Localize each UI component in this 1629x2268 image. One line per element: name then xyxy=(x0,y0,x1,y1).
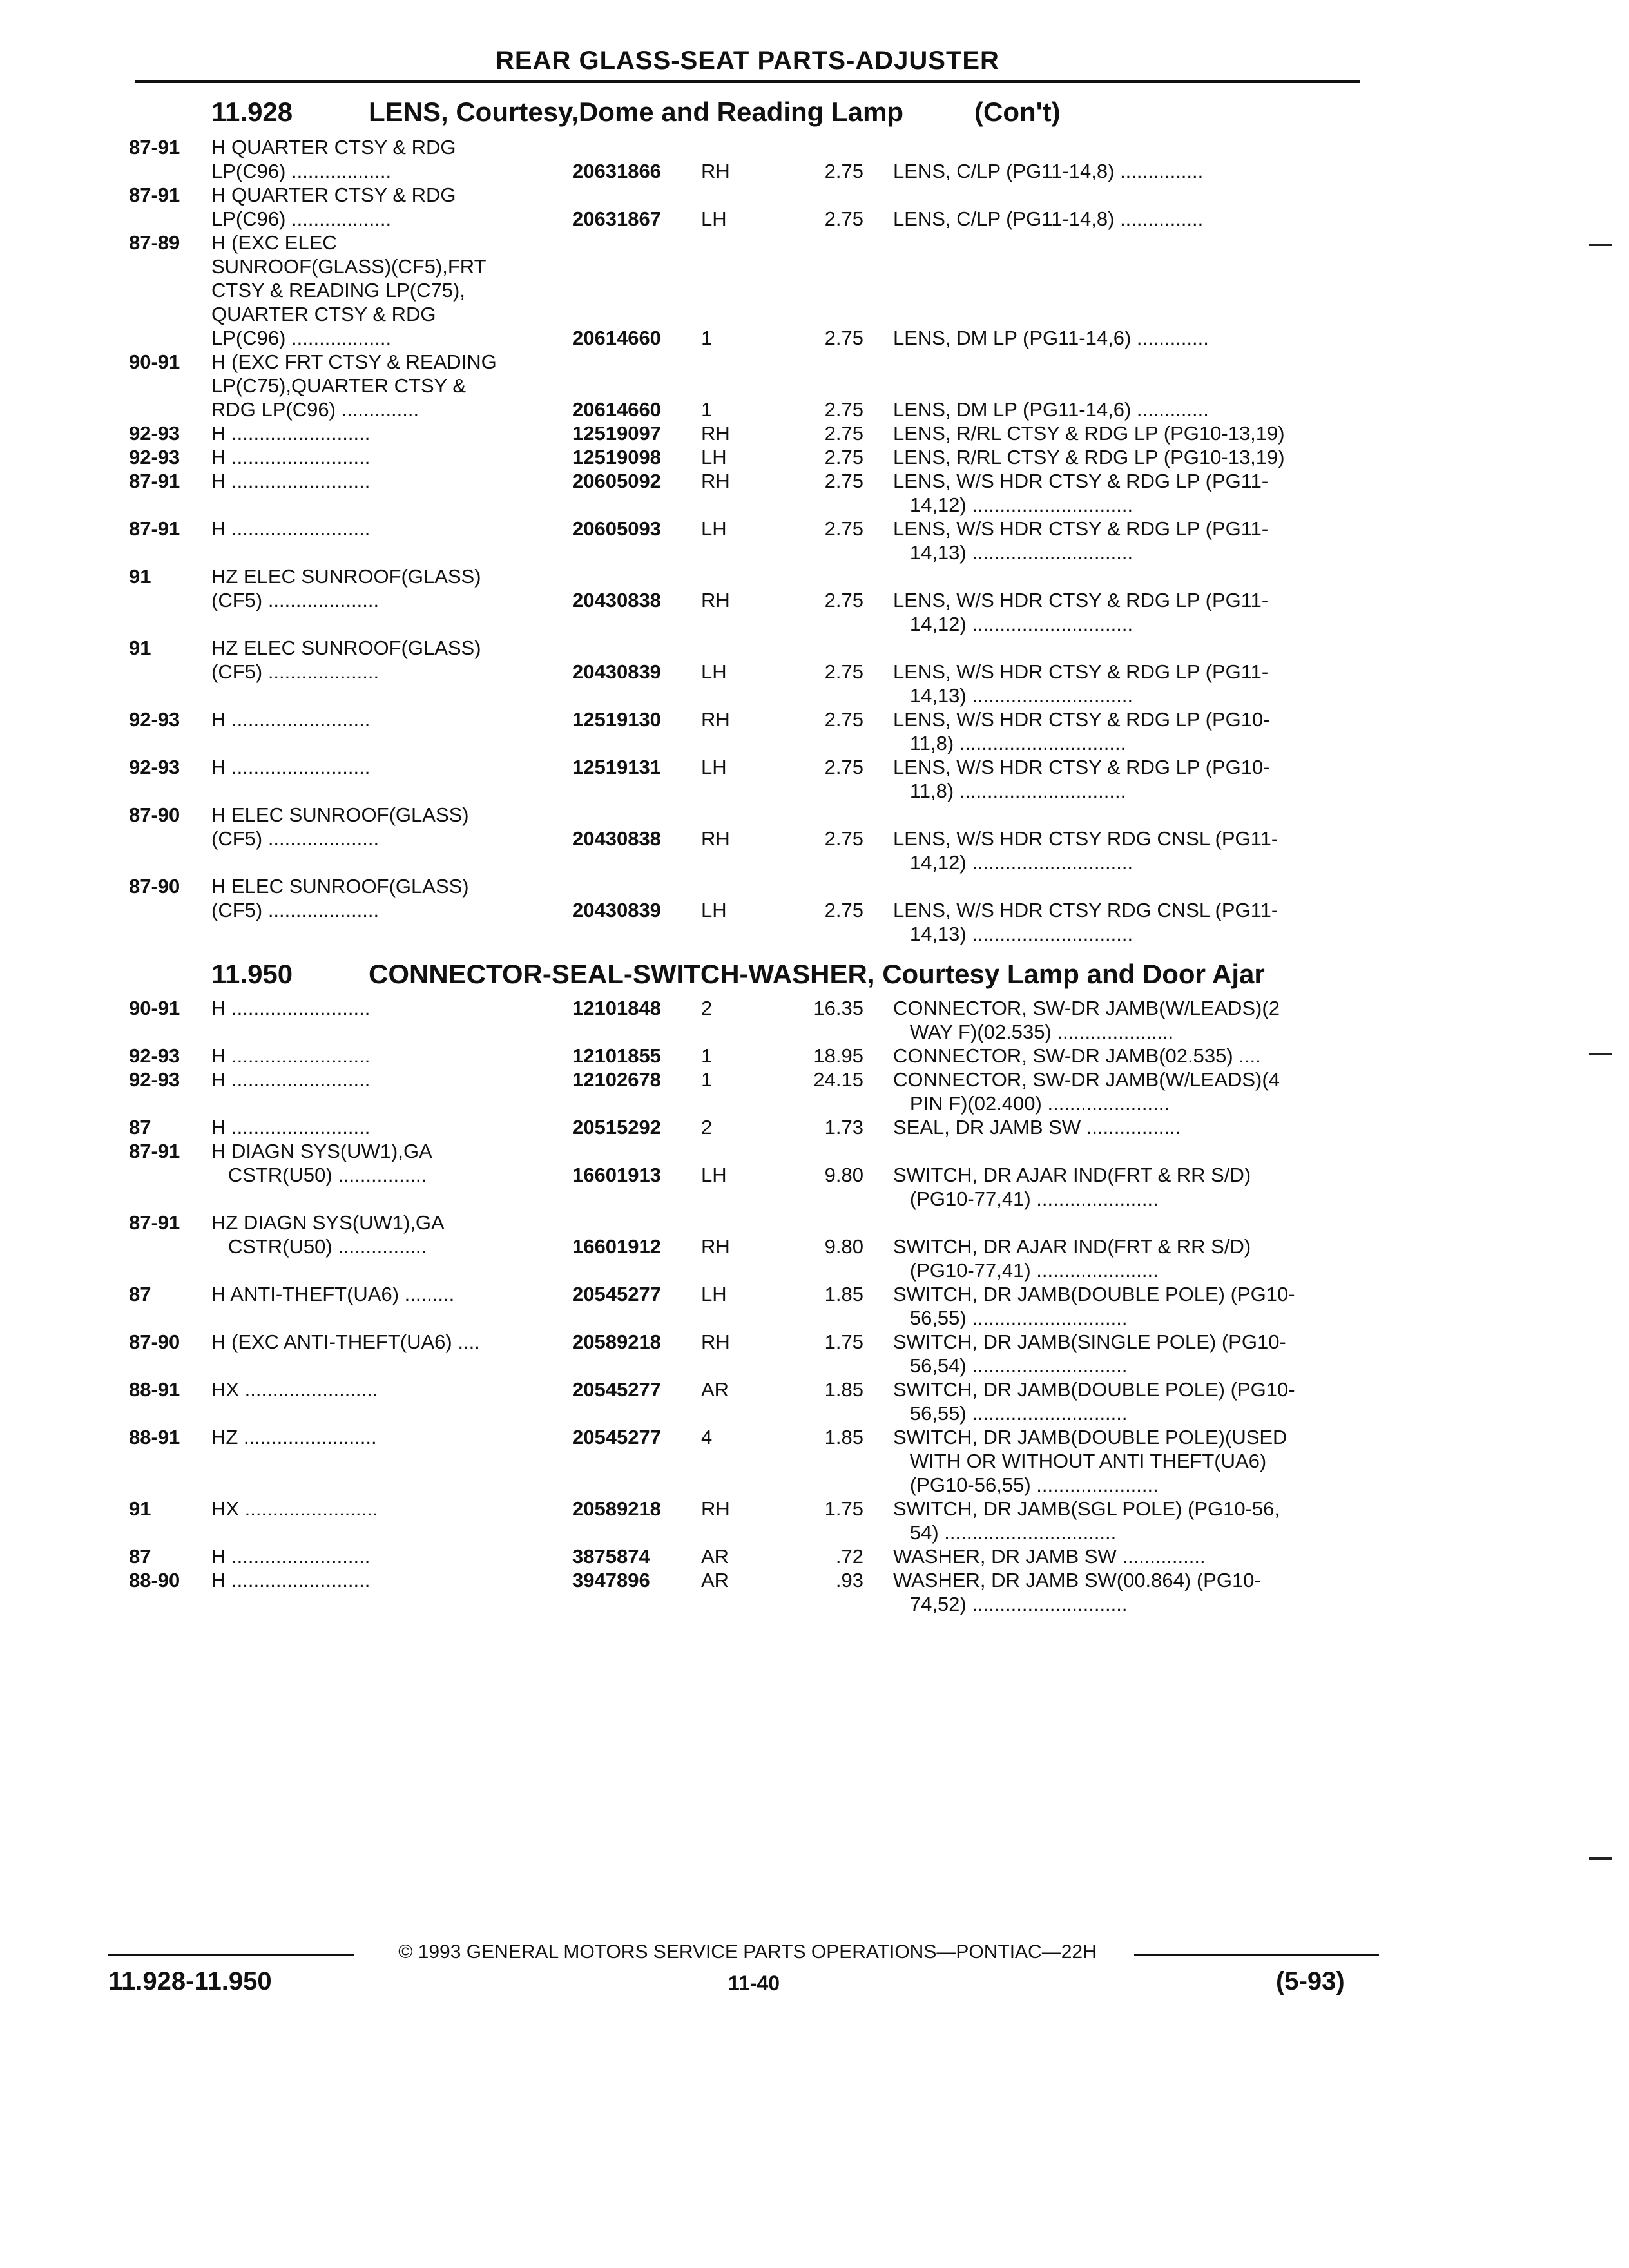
entry-part-name: 14,12) ............................. xyxy=(893,494,1133,516)
footer-page-number: 11-40 xyxy=(728,1972,780,1995)
entry-part-name: 14,13) ............................. xyxy=(893,684,1133,707)
entry-part-number: 3947896 xyxy=(572,1569,650,1591)
entry-quantity: LH xyxy=(701,899,727,921)
entry-price: .72 xyxy=(835,1545,863,1568)
entry-price: 2.75 xyxy=(824,517,863,540)
entry-price: 2.75 xyxy=(824,589,863,611)
entry-description: H QUARTER CTSY & RDG xyxy=(211,136,456,159)
entry-quantity: LH xyxy=(701,207,727,230)
entry-quantity: LH xyxy=(701,1283,727,1305)
footer-section-range: 11.928-11.950 xyxy=(108,1967,272,1995)
entry-part-name: 14,13) ............................. xyxy=(893,541,1133,564)
footer-date: (5-93) xyxy=(1276,1967,1345,1995)
entry-part-name: 54) ............................... xyxy=(893,1521,1117,1544)
entry-years: 92-93 xyxy=(129,446,180,468)
entry-price: 2.75 xyxy=(824,398,863,421)
entry-description: (CF5) .................... xyxy=(211,899,380,921)
entry-part-name: SWITCH, DR JAMB(SGL POLE) (PG10-56, xyxy=(893,1497,1280,1520)
entry-quantity: AR xyxy=(701,1545,729,1568)
entry-part-name: 14,12) ............................. xyxy=(893,851,1133,874)
entry-description: H ......................... xyxy=(211,470,371,492)
entry-price: 1.75 xyxy=(824,1497,863,1520)
entry-part-name: SEAL, DR JAMB SW ................. xyxy=(893,1116,1181,1139)
entry-part-name: LENS, W/S HDR CTSY RDG CNSL (PG11- xyxy=(893,899,1278,921)
entry-quantity: RH xyxy=(701,589,730,611)
entry-part-name: WITH OR WITHOUT ANTI THEFT(UA6) xyxy=(893,1450,1267,1472)
entry-part-name: SWITCH, DR JAMB(SINGLE POLE) (PG10- xyxy=(893,1331,1286,1353)
entry-quantity: LH xyxy=(701,517,727,540)
entry-description: H ANTI-THEFT(UA6) ......... xyxy=(211,1283,455,1305)
margin-tick xyxy=(1589,244,1612,246)
entry-description: H ......................... xyxy=(211,756,371,778)
entry-part-number: 12519131 xyxy=(572,756,661,778)
entry-years: 87-90 xyxy=(129,875,180,898)
entry-description: QUARTER CTSY & RDG xyxy=(211,303,436,325)
margin-tick xyxy=(1589,1053,1612,1055)
entry-part-name: SWITCH, DR JAMB(DOUBLE POLE) (PG10- xyxy=(893,1283,1295,1305)
entry-description: CSTR(U50) ................ xyxy=(211,1235,427,1258)
entry-quantity: LH xyxy=(701,756,727,778)
entry-part-name: LENS, W/S HDR CTSY & RDG LP (PG11- xyxy=(893,660,1269,683)
entry-part-name: 56,55) ............................ xyxy=(893,1307,1128,1329)
entry-years: 87-91 xyxy=(129,1211,180,1234)
entry-part-name: (PG10-77,41) ...................... xyxy=(893,1187,1159,1210)
entry-quantity: 2 xyxy=(701,1116,713,1139)
entry-description: (CF5) .................... xyxy=(211,827,380,850)
entry-part-number: 20631866 xyxy=(572,160,661,182)
entry-description: H ELEC SUNROOF(GLASS) xyxy=(211,875,469,898)
entry-part-number: 20545277 xyxy=(572,1426,661,1448)
entry-description: H ......................... xyxy=(211,708,371,731)
entry-part-name: CONNECTOR, SW-DR JAMB(W/LEADS)(4 xyxy=(893,1068,1280,1091)
entry-description: LP(C96) .................. xyxy=(211,160,392,182)
entry-part-name: SWITCH, DR AJAR IND(FRT & RR S/D) xyxy=(893,1235,1251,1258)
entry-years: 87-91 xyxy=(129,517,180,540)
entry-description: CSTR(U50) ................ xyxy=(211,1164,427,1186)
entry-part-number: 20631867 xyxy=(572,207,661,230)
entry-part-number: 12519130 xyxy=(572,708,661,731)
entry-years: 92-93 xyxy=(129,756,180,778)
entry-quantity: RH xyxy=(701,422,730,445)
entry-description: (CF5) .................... xyxy=(211,589,380,611)
entry-quantity: 1 xyxy=(701,1068,713,1091)
entry-part-number: 12519098 xyxy=(572,446,661,468)
entry-part-number: 20614660 xyxy=(572,398,661,421)
entry-part-number: 20545277 xyxy=(572,1283,661,1305)
entry-description: HZ ELEC SUNROOF(GLASS) xyxy=(211,565,481,588)
entry-part-name: SWITCH, DR AJAR IND(FRT & RR S/D) xyxy=(893,1164,1251,1186)
entry-part-name: LENS, DM LP (PG11-14,6) ............. xyxy=(893,327,1209,349)
entry-part-name: 74,52) ............................ xyxy=(893,1593,1128,1615)
entry-description: (CF5) .................... xyxy=(211,660,380,683)
section-title: CONNECTOR-SEAL-SWITCH-WASHER, Courtesy Lamp and Door Ajar xyxy=(369,959,1265,989)
entry-years: 88-90 xyxy=(129,1569,180,1591)
entry-description: H QUARTER CTSY & RDG xyxy=(211,184,456,206)
entry-description: LP(C96) .................. xyxy=(211,327,392,349)
entry-price: 9.80 xyxy=(824,1235,863,1258)
entry-description: H ELEC SUNROOF(GLASS) xyxy=(211,803,469,826)
entry-years: 91 xyxy=(129,637,151,659)
entry-part-name: LENS, DM LP (PG11-14,6) ............. xyxy=(893,398,1209,421)
entry-years: 87-89 xyxy=(129,231,180,254)
entry-price: 2.75 xyxy=(824,708,863,731)
entry-years: 92-93 xyxy=(129,1068,180,1091)
entry-years: 92-93 xyxy=(129,1044,180,1067)
entry-part-name: LENS, R/RL CTSY & RDG LP (PG10-13,19) xyxy=(893,446,1285,468)
entry-part-name: 11,8) .............................. xyxy=(893,732,1126,754)
entry-part-number: 20430839 xyxy=(572,660,661,683)
entry-price: 2.75 xyxy=(824,327,863,349)
entry-part-name: LENS, R/RL CTSY & RDG LP (PG10-13,19) xyxy=(893,422,1285,445)
entry-part-number: 12101848 xyxy=(572,997,661,1019)
entry-quantity: LH xyxy=(701,660,727,683)
entry-part-name: WAY F)(02.535) ..................... xyxy=(893,1021,1174,1043)
entry-part-number: 3875874 xyxy=(572,1545,650,1568)
entry-part-name: LENS, W/S HDR CTSY & RDG LP (PG10- xyxy=(893,708,1270,731)
entry-years: 91 xyxy=(129,1497,151,1520)
entry-description: LP(C75),QUARTER CTSY & xyxy=(211,374,467,397)
entry-years: 87-91 xyxy=(129,1140,180,1162)
margin-tick xyxy=(1589,1857,1612,1860)
entry-years: 92-93 xyxy=(129,708,180,731)
entry-description: HZ ........................ xyxy=(211,1426,377,1448)
entry-part-name: SWITCH, DR JAMB(DOUBLE POLE) (PG10- xyxy=(893,1378,1295,1401)
entry-description: CTSY & READING LP(C75), xyxy=(211,279,465,302)
entry-price: 2.75 xyxy=(824,207,863,230)
entry-part-name: SWITCH, DR JAMB(DOUBLE POLE)(USED xyxy=(893,1426,1287,1448)
entry-description: RDG LP(C96) .............. xyxy=(211,398,419,421)
entry-part-number: 20605093 xyxy=(572,517,661,540)
entry-part-name: LENS, W/S HDR CTSY & RDG LP (PG11- xyxy=(893,589,1269,611)
footer-rule-right xyxy=(1134,1954,1379,1956)
entry-description: H ......................... xyxy=(211,1068,371,1091)
entry-quantity: AR xyxy=(701,1378,729,1401)
entry-part-name: (PG10-77,41) ...................... xyxy=(893,1259,1159,1282)
entry-quantity: RH xyxy=(701,160,730,182)
entry-quantity: 1 xyxy=(701,1044,713,1067)
entry-price: 2.75 xyxy=(824,160,863,182)
entry-part-name: WASHER, DR JAMB SW ............... xyxy=(893,1545,1206,1568)
entry-part-number: 20545277 xyxy=(572,1378,661,1401)
entry-part-name: LENS, W/S HDR CTSY & RDG LP (PG10- xyxy=(893,756,1270,778)
entry-part-number: 20515292 xyxy=(572,1116,661,1139)
entry-years: 91 xyxy=(129,565,151,588)
entry-quantity: AR xyxy=(701,1569,729,1591)
entry-quantity: RH xyxy=(701,470,730,492)
entry-quantity: 1 xyxy=(701,327,713,349)
entry-part-number: 20430839 xyxy=(572,899,661,921)
entry-quantity: RH xyxy=(701,827,730,850)
entry-quantity: RH xyxy=(701,1331,730,1353)
section-number: 11.950 xyxy=(211,959,293,989)
footer-rule-left xyxy=(108,1954,354,1956)
entry-years: 87 xyxy=(129,1116,151,1139)
entry-price: 2.75 xyxy=(824,422,863,445)
entry-price: 2.75 xyxy=(824,756,863,778)
entry-description: H ......................... xyxy=(211,1545,371,1568)
entry-price: .93 xyxy=(835,1569,863,1591)
entry-part-number: 20589218 xyxy=(572,1497,661,1520)
entry-price: 2.75 xyxy=(824,470,863,492)
entry-description: HX ........................ xyxy=(211,1497,378,1520)
entry-years: 87-91 xyxy=(129,136,180,159)
entry-part-name: LENS, W/S HDR CTSY & RDG LP (PG11- xyxy=(893,470,1269,492)
entry-part-name: PIN F)(02.400) ...................... xyxy=(893,1092,1170,1115)
entry-part-number: 20430838 xyxy=(572,827,661,850)
entry-part-name: CONNECTOR, SW-DR JAMB(02.535) .... xyxy=(893,1044,1261,1067)
entry-description: H ......................... xyxy=(211,517,371,540)
entry-part-name: LENS, W/S HDR CTSY RDG CNSL (PG11- xyxy=(893,827,1278,850)
entry-quantity: RH xyxy=(701,708,730,731)
entry-years: 90-91 xyxy=(129,997,180,1019)
entry-description: HX ........................ xyxy=(211,1378,378,1401)
title-rule xyxy=(135,80,1360,83)
entry-part-name: 14,13) ............................. xyxy=(893,923,1133,945)
entry-part-number: 20430838 xyxy=(572,589,661,611)
entry-price: 9.80 xyxy=(824,1164,863,1186)
entry-description: H ......................... xyxy=(211,1569,371,1591)
entry-years: 92-93 xyxy=(129,422,180,445)
entry-part-name: 11,8) .............................. xyxy=(893,780,1126,802)
entry-price: 1.85 xyxy=(824,1426,863,1448)
page-title: REAR GLASS-SEAT PARTS-ADJUSTER xyxy=(496,46,999,75)
entry-part-name: 56,54) ............................ xyxy=(893,1354,1128,1377)
entry-price: 1.85 xyxy=(824,1378,863,1401)
entry-price: 1.75 xyxy=(824,1331,863,1353)
entry-years: 87 xyxy=(129,1545,151,1568)
entry-quantity: RH xyxy=(701,1497,730,1520)
entry-description: HZ DIAGN SYS(UW1),GA xyxy=(211,1211,445,1234)
entry-description: H DIAGN SYS(UW1),GA xyxy=(211,1140,432,1162)
entry-price: 1.73 xyxy=(824,1116,863,1139)
entry-years: 88-91 xyxy=(129,1378,180,1401)
entry-price: 2.75 xyxy=(824,827,863,850)
entry-years: 87 xyxy=(129,1283,151,1305)
entry-price: 2.75 xyxy=(824,660,863,683)
entry-years: 87-91 xyxy=(129,184,180,206)
entry-part-name: LENS, C/LP (PG11-14,8) ............... xyxy=(893,160,1204,182)
entry-quantity: 4 xyxy=(701,1426,713,1448)
entry-part-number: 20589218 xyxy=(572,1331,661,1353)
entry-part-number: 20614660 xyxy=(572,327,661,349)
entry-description: H (EXC FRT CTSY & READING xyxy=(211,351,497,373)
entry-description: H ......................... xyxy=(211,422,371,445)
entry-years: 87-90 xyxy=(129,803,180,826)
entry-years: 88-91 xyxy=(129,1426,180,1448)
entry-part-name: 56,55) ............................ xyxy=(893,1402,1128,1425)
entry-description: HZ ELEC SUNROOF(GLASS) xyxy=(211,637,481,659)
entry-description: H (EXC ANTI-THEFT(UA6) .... xyxy=(211,1331,480,1353)
entry-part-number: 12519097 xyxy=(572,422,661,445)
entry-part-name: LENS, C/LP (PG11-14,8) ............... xyxy=(893,207,1204,230)
section-number: 11.928 xyxy=(211,97,293,127)
entry-price: 2.75 xyxy=(824,446,863,468)
entry-description: SUNROOF(GLASS)(CF5),FRT xyxy=(211,255,487,278)
entry-part-number: 20605092 xyxy=(572,470,661,492)
entry-part-name: CONNECTOR, SW-DR JAMB(W/LEADS)(2 xyxy=(893,997,1280,1019)
entry-description: H ......................... xyxy=(211,446,371,468)
footer-copyright: © 1993 GENERAL MOTORS SERVICE PARTS OPERATIONS—PONTIAC—22H xyxy=(398,1941,1097,1963)
section-note: (Con't) xyxy=(974,97,1061,127)
entry-price: 1.85 xyxy=(824,1283,863,1305)
entry-part-number: 12101855 xyxy=(572,1044,661,1067)
entry-quantity: RH xyxy=(701,1235,730,1258)
entry-quantity: LH xyxy=(701,446,727,468)
entry-part-number: 12102678 xyxy=(572,1068,661,1091)
entry-part-name: 14,12) ............................. xyxy=(893,613,1133,635)
entry-price: 18.95 xyxy=(813,1044,863,1067)
entry-quantity: 2 xyxy=(701,997,713,1019)
entry-years: 87-90 xyxy=(129,1331,180,1353)
entry-description: H ......................... xyxy=(211,1116,371,1139)
entry-years: 87-91 xyxy=(129,470,180,492)
entry-price: 16.35 xyxy=(813,997,863,1019)
entry-description: H ......................... xyxy=(211,1044,371,1067)
entry-quantity: 1 xyxy=(701,398,713,421)
entry-price: 24.15 xyxy=(813,1068,863,1091)
entry-description: LP(C96) .................. xyxy=(211,207,392,230)
entry-description: H (EXC ELEC xyxy=(211,231,337,254)
section-title: LENS, Courtesy,Dome and Reading Lamp xyxy=(369,97,904,127)
entry-part-number: 16601912 xyxy=(572,1235,661,1258)
entry-quantity: LH xyxy=(701,1164,727,1186)
entry-description: H ......................... xyxy=(211,997,371,1019)
entry-price: 2.75 xyxy=(824,899,863,921)
entry-part-name: (PG10-56,55) ...................... xyxy=(893,1474,1159,1496)
entry-years: 90-91 xyxy=(129,351,180,373)
entry-part-name: WASHER, DR JAMB SW(00.864) (PG10- xyxy=(893,1569,1261,1591)
entry-part-name: LENS, W/S HDR CTSY & RDG LP (PG11- xyxy=(893,517,1269,540)
entry-part-number: 16601913 xyxy=(572,1164,661,1186)
